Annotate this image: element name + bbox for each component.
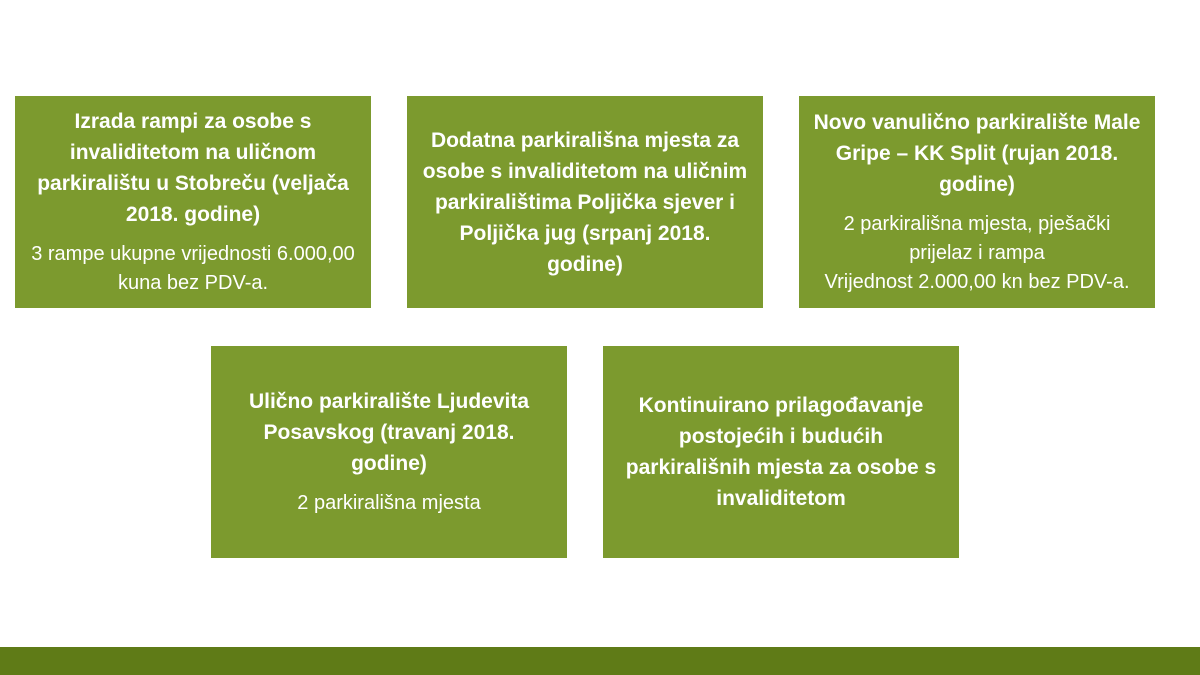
info-box-body: 3 rampe ukupne vrijednosti 6.000,00 kuna bez PDV-a.: [31, 243, 355, 294]
info-box-body: 2 parkirališna mjesta: [297, 492, 481, 514]
info-box-ljudevita-posavskog-parking: [211, 346, 567, 558]
info-box-title: Kontinuirano prilagođavanje postojećih i budućih parkirališnih mjesta za osobe s invaliditetom: [625, 394, 937, 510]
info-box-poljicka-parking: [407, 96, 763, 308]
info-box-body: 2 parkirališna mjesta, pješački prijelaz i rampa Vrijednost 2.000,00 kn bez PDV-a.: [824, 213, 1130, 293]
info-box-title: Dodatna parkirališna mjesta za osobe s invaliditetom na uličnim parkiralištima Poljička sjever i Poljička jug (srpanj 2018. godine): [422, 128, 748, 276]
info-box-continuous-adaptation: [603, 346, 959, 558]
info-box-male-gripe-parking: [799, 96, 1155, 308]
info-box-title: Novo vanulično parkiralište Male Gripe – KK Split (rujan 2018. godine): [813, 111, 1141, 196]
info-box-title: Ulično parkiralište Ljudevita Posavskog (travanj 2018. godine): [248, 390, 530, 475]
info-box-stobrec-ramps: [15, 96, 371, 308]
footer-bar: [0, 647, 1200, 675]
info-box-title: Izrada rampi za osobe s invaliditetom na uličnom parkiralištu u Stobreču (veljača 2018. godine): [37, 110, 349, 226]
